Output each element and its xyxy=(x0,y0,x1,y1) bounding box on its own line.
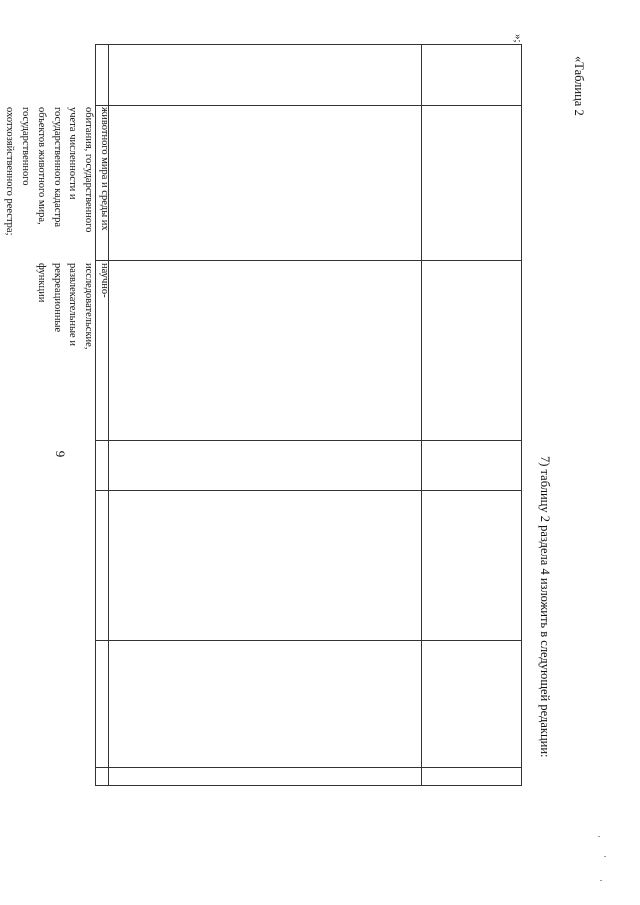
description-line: охотхозяйственного реестра; xyxy=(4,107,16,236)
functions-line: функции xyxy=(35,263,47,303)
row-divider xyxy=(421,45,422,785)
column-divider xyxy=(96,260,521,261)
description-line: учета численности и xyxy=(67,107,79,200)
functions-line: научно- xyxy=(99,263,110,298)
functions-line: рекреационные xyxy=(51,263,63,333)
functions-line: развлекательные и xyxy=(67,263,79,346)
closing-quote: »; xyxy=(512,34,524,43)
description-line: государственного xyxy=(20,107,32,186)
table-2-label: «Таблица 2 xyxy=(572,56,586,116)
description-line: объектов животного мира, xyxy=(35,107,47,225)
column-divider xyxy=(96,640,521,641)
column-divider xyxy=(96,440,521,441)
scan-speck xyxy=(598,836,600,837)
description-line: государственного кадастра xyxy=(51,107,63,228)
column-divider xyxy=(96,105,521,106)
column-divider xyxy=(96,490,521,491)
scan-speck xyxy=(600,880,602,881)
functions-cell xyxy=(33,263,112,349)
description-line: обитания, государственного xyxy=(83,107,95,233)
page-number: 9 xyxy=(53,450,68,458)
description-cell xyxy=(0,107,112,242)
amendment-instruction: 7) таблицу 2 раздела 4 изложить в следующей редакции: xyxy=(538,456,552,758)
scan-speck xyxy=(604,856,606,857)
column-divider xyxy=(96,767,521,768)
rotated-table xyxy=(4,44,522,786)
functions-line: исследовательские, xyxy=(83,263,95,350)
description-line: животного мира и среды их xyxy=(99,107,110,231)
